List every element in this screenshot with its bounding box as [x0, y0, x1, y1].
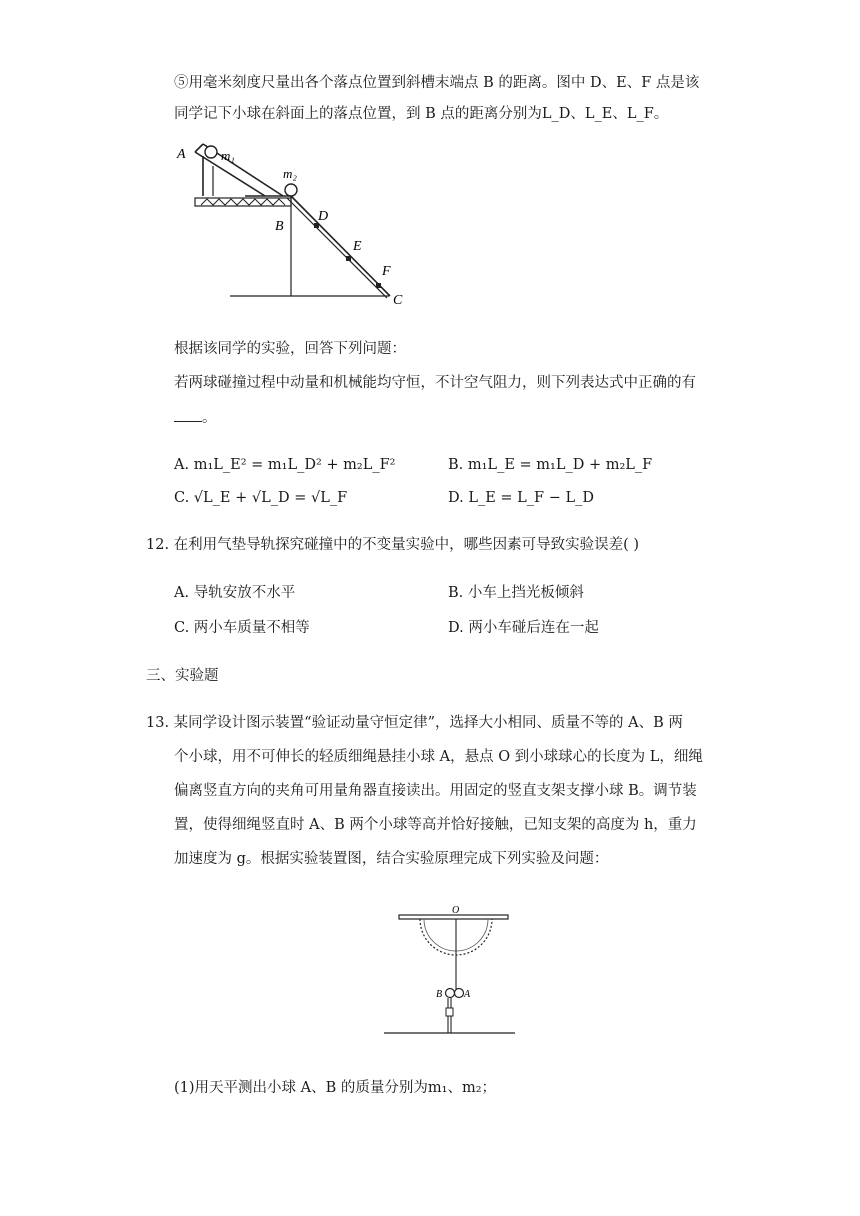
- q11-option-c[interactable]: C. √L_E + √L_D = √L_F: [174, 490, 348, 506]
- label-C: C: [393, 293, 403, 308]
- label-F: F: [382, 264, 391, 279]
- q11-question-line1: 若两球碰撞过程中动量和机械能均守恒，不计空气阻力，则下列表达式中正确的有: [174, 375, 696, 391]
- q13-line5: 加速度为 g。根据实验装置图，结合实验原理完成下列实验及问题：: [174, 851, 609, 867]
- label-E: E: [353, 239, 362, 254]
- label-A: A: [177, 147, 186, 162]
- q11-step5-line2: 同学记下小球在斜面上的落点位置，到 B 点的距离分别为L_D、L_E、L_F。: [174, 106, 669, 122]
- q11-step5-line1: ⑤用毫米刻度尺量出各个落点位置到斜槽末端点 B 的距离。图中 D、E、F 点是该: [174, 75, 700, 91]
- q11-option-a[interactable]: A. m₁L_E² = m₁L_D² + m₂L_F²: [174, 457, 396, 473]
- q11-question-line2: [174, 407, 217, 428]
- label-m2: m₂: [283, 166, 297, 181]
- q13-line4: 置，使得细绳竖直时 A、B 两个小球等高并恰好接触，已知支架的高度为 h，重力: [174, 817, 697, 833]
- q11-option-b[interactable]: B. m₁L_E = m₁L_D + m₂L_F: [448, 457, 653, 473]
- q12-option-a[interactable]: A. 导轨安放不水平: [174, 585, 296, 601]
- q11-question-suffix: 。: [202, 410, 217, 426]
- q11-lead: 根据该同学的实验，回答下列问题：: [174, 341, 406, 357]
- q13-line2: 个小球，用不可伸长的轻质细绳悬挂小球 A，悬点 O 到小球球心的长度为 L，细绳: [174, 749, 703, 765]
- pendulum-apparatus-figure: [383, 902, 517, 1036]
- q13-step1: (1)用天平测出小球 A、B 的质量分别为m₁、m₂；: [174, 1080, 497, 1096]
- ball-m1: [205, 146, 217, 158]
- ball-m2: [285, 184, 297, 196]
- q12-option-b[interactable]: B. 小车上挡光板倾斜: [448, 585, 584, 601]
- ball-A: [455, 989, 464, 998]
- answer-blank[interactable]: [174, 407, 202, 422]
- label-B: B: [275, 219, 284, 234]
- label-A2: A: [464, 989, 471, 1000]
- q13-line3: 偏离竖直方向的夹角可用量角器直接读出。用固定的竖直支架支撑小球 B。调节装: [174, 783, 697, 799]
- ball-B: [446, 989, 455, 998]
- q12-stem: 12. 在利用气垫导轨探究碰撞中的不变量实验中，哪些因素可导致实验误差( ): [146, 537, 640, 553]
- label-B2: B: [436, 989, 443, 1000]
- label-D: D: [318, 209, 329, 224]
- q12-option-c[interactable]: C. 两小车质量不相等: [174, 620, 310, 636]
- section-heading: 三、实验题: [146, 668, 219, 684]
- q13-line1: 13. 某同学设计图示装置“验证动量守恒定律”，选择大小相同、质量不等的 A、B 两: [146, 715, 683, 731]
- incline-apparatus-figure: [175, 138, 415, 310]
- q12-option-d[interactable]: D. 两小车碰后连在一起: [448, 620, 599, 636]
- q11-option-d[interactable]: D. L_E = L_F − L_D: [448, 490, 594, 506]
- label-O: O: [452, 905, 460, 916]
- label-m1: m₁: [221, 148, 235, 163]
